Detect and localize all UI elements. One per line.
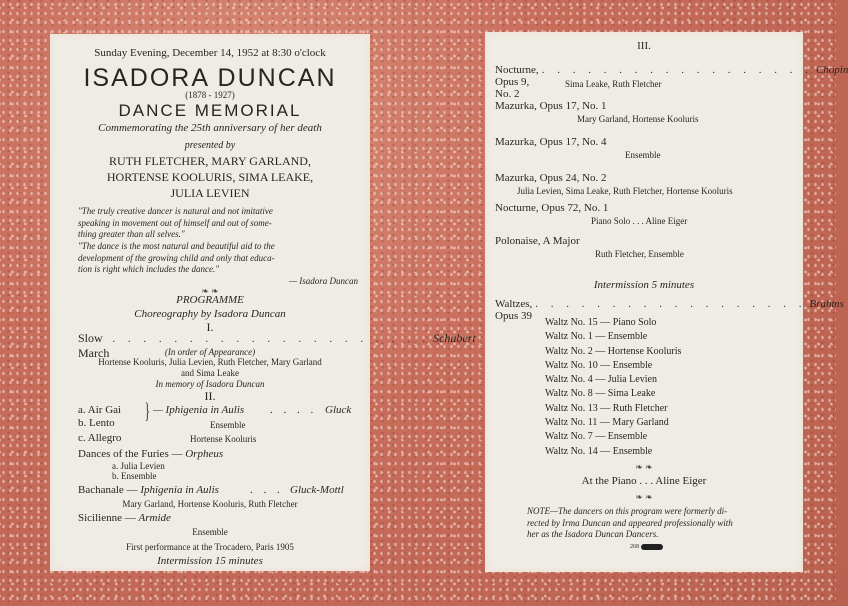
lento-label: b. Lento xyxy=(78,417,115,429)
waltz-item: Waltz No. 15 — Piano Solo xyxy=(545,317,657,328)
quote-1 xyxy=(78,206,273,241)
piece-title: Nocturne, Opus 72, No. 1 xyxy=(495,202,609,214)
piece-cast: Julia Levien, Sima Leake, Ruth Fletcher, Hortense Kooluris xyxy=(517,186,733,196)
piece-title: Mazurka, Opus 17, No. 1 xyxy=(495,100,607,112)
sicilienne-title: Sicilienne — xyxy=(78,512,136,524)
programme-heading: PROGRAMME xyxy=(176,294,244,306)
commemorating-line: Commemorating the 25th anniversary of her death xyxy=(98,122,322,134)
waltz-item: Waltz No. 13 — Ruth Fletcher xyxy=(545,402,668,414)
piece-cast: Mary Garland, Hortense Kooluris xyxy=(577,114,699,124)
quote-attribution: — Isadora Duncan xyxy=(289,276,358,286)
ornament-divider: ❧ ❧ xyxy=(201,286,219,296)
piece-title: Nocturne, Opus 9, No. 2 xyxy=(495,64,539,100)
ornament-divider: ❧ ❧ xyxy=(635,492,653,502)
piece-title: Mazurka, Opus 17, No. 4 xyxy=(495,136,607,148)
brace: } xyxy=(144,398,150,423)
piano-credit: At the Piano . . . Aline Eiger xyxy=(581,475,707,487)
date-line: Sunday Evening, December 14, 1952 at 8:30 o'clock xyxy=(94,47,326,59)
air-gai-label: a. Air Gai xyxy=(78,404,122,416)
order-names xyxy=(50,357,370,379)
first-performance: First performance at the Trocadero, Paris 1905 xyxy=(126,542,294,552)
quote-line: "The truly creative dancer is natural and not imitative xyxy=(78,206,273,216)
iphigenia-title: — Iphigenia in Aulis xyxy=(153,404,245,416)
quote-line: "The dance is the most natural and beautiful aid to the xyxy=(78,241,275,251)
bachanale-cast: Mary Garland, Hortense Kooluris, Ruth Fletcher xyxy=(122,499,298,509)
intermission-15: Intermission 15 minutes xyxy=(157,555,263,567)
ornament-divider: ❧ ❧ xyxy=(635,462,653,472)
composer-chopin: Chopin xyxy=(815,64,848,76)
printer-mark xyxy=(630,544,663,550)
union-bug-icon xyxy=(641,544,663,550)
section-2-heading: II. xyxy=(204,389,216,403)
presenters xyxy=(50,153,370,201)
furies-title: Dances of the Furies — xyxy=(78,448,183,460)
waltz-item: Waltz No. 7 — Ensemble xyxy=(545,431,648,443)
composer-gluck: Gluck xyxy=(325,404,352,416)
waltz-item: Waltz No. 4 — Julia Levien xyxy=(545,374,657,386)
section-1-heading: I. xyxy=(206,320,214,334)
sicilienne-cast: Ensemble xyxy=(192,527,228,537)
right-page xyxy=(485,32,848,572)
quote-2 xyxy=(78,241,275,276)
note-line: rected by Irma Duncan and appeared professionally with xyxy=(527,517,733,528)
waltz-item: Waltz No. 1 — Ensemble xyxy=(545,331,648,343)
lento-cast: Ensemble xyxy=(210,420,246,430)
waltz-list xyxy=(545,316,681,459)
memory-line: In memory of Isadora Duncan xyxy=(155,379,265,389)
choreography-line: Choreography by Isadora Duncan xyxy=(134,308,286,320)
leader-dots: . . . . . . . . . . . . . . . . . . xyxy=(541,64,813,76)
leader-dots: . . . . . . . . . . . . . . . . . . xyxy=(535,298,807,310)
sicilienne-work: Armide xyxy=(138,512,171,524)
quote-line: tion is right which includes the dance." xyxy=(78,264,220,274)
presenter-line: RUTH FLETCHER, MARY GARLAND, xyxy=(109,154,311,168)
piece-cast: Ruth Fletcher, Ensemble xyxy=(595,249,684,259)
waltz-item: Waltz No. 2 — Hortense Kooluris xyxy=(545,345,682,357)
bachanale-title: Bachanale — xyxy=(78,484,138,496)
composer-brahms: Brahms xyxy=(809,298,844,310)
order-names-line: and Sima Leake xyxy=(181,368,239,378)
page-gutter xyxy=(412,0,414,606)
allegro-cast: Hortense Kooluris xyxy=(190,434,257,444)
waltzes-title: Waltzes, Opus 39 xyxy=(495,298,533,322)
quote-line: development of the growing child and only that educa- xyxy=(78,252,275,263)
piece-cast: Piano Solo . . . Aline Eiger xyxy=(591,216,688,226)
waltz-item: Waltz No. 10 — Ensemble xyxy=(545,359,653,371)
section-3-heading: III. xyxy=(637,40,651,52)
furies-b: b. Ensemble xyxy=(112,471,157,481)
note-line: her as the Isadora Duncan Dancers. xyxy=(527,529,659,539)
left-page xyxy=(50,34,476,571)
leader-dots: . . . . . . . . . . . . . . . . . . . . . xyxy=(112,333,431,345)
piece-cast: Ensemble xyxy=(625,150,661,160)
order-names-line: Hortense Kooluris, Julia Levien, Ruth Fletcher, Mary Garland xyxy=(98,357,322,367)
piece-title: Polonaise, A Major xyxy=(495,235,580,247)
furies-row xyxy=(78,448,223,460)
piece-cast: Sima Leake, Ruth Fletcher xyxy=(565,79,662,89)
furies-a: a. Julia Levien xyxy=(112,461,165,471)
furies-work: Orpheus xyxy=(185,448,224,460)
leader-dots: . . . . xyxy=(270,404,318,416)
memorial-title: DANCE MEMORIAL xyxy=(118,101,302,120)
quote-line: speaking in movement out of himself and out of some- xyxy=(78,217,272,228)
presented-by: presented by xyxy=(184,140,236,151)
slow-march-title: Slow March xyxy=(78,331,110,360)
title: ISADORA DUNCAN xyxy=(83,64,337,92)
note-line: NOTE—The dancers on this program were formerly di- xyxy=(527,506,728,516)
bachanale-work: Iphigenia in Aulis xyxy=(140,484,219,496)
leader-dots: . . . xyxy=(250,484,284,496)
intermission-5: Intermission 5 minutes xyxy=(593,279,695,291)
allegro-label: c. Allegro xyxy=(78,432,122,444)
waltz-item: Waltz No. 11 — Mary Garland xyxy=(545,417,669,429)
piece-title: Mazurka, Opus 24, No. 2 xyxy=(495,172,607,184)
order-note: (In order of Appearance) xyxy=(164,347,256,357)
presenter-line: HORTENSE KOOLURIS, SIMA LEAKE, xyxy=(106,170,314,184)
quote-line: thing greater than all selves." xyxy=(78,229,185,239)
waltz-item: Waltz No. 8 — Sima Leake xyxy=(545,388,656,400)
years: (1878 - 1927) xyxy=(185,90,235,100)
bachanale-row xyxy=(78,484,219,496)
presenter-line: JULIA LEVIEN xyxy=(170,186,250,200)
note xyxy=(527,506,733,541)
composer-gluck-mottl: Gluck-Mottl xyxy=(290,484,344,496)
waltz-item: Waltz No. 14 — Ensemble xyxy=(545,445,653,457)
printer-mark-number: 268 xyxy=(630,544,639,550)
composer-schubert: Schubert xyxy=(433,331,476,345)
sicilienne-row xyxy=(78,512,171,524)
